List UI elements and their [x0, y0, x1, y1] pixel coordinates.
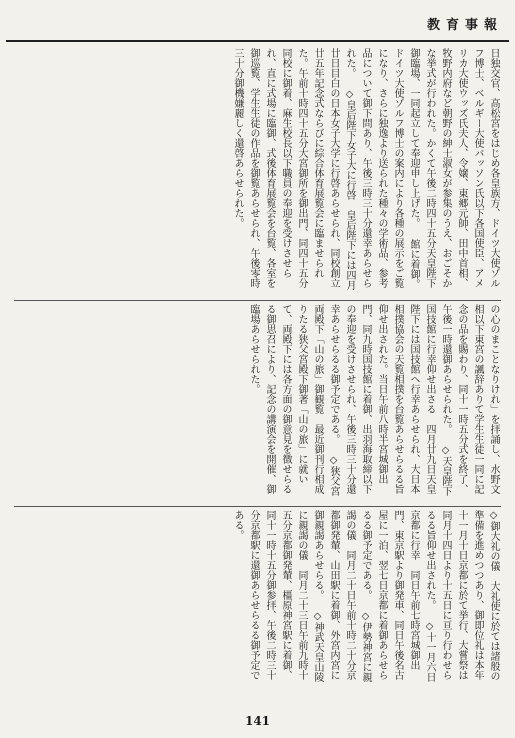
paragraph: ◇御大礼の儀 大礼使に於ては諸般の準備を進めつつあり、御即位礼は本年十一月十日京都に於て挙行、大嘗祭は同月十四日より十五日に亘り行わせらるる旨仰せ出された。	[424, 510, 499, 681]
article-block-bottom	[14, 510, 501, 688]
paragraph: ◇皇后陛下女子大に行啓 皇后陛下には四月廿日目白の日本女子大学に行啓あらせられ、同校創立廿五年記念式ならびに綜合体育展覧会に臨ませられた。午前十時四十五分大宮御所を御出門、同四十五分同校に御着、麻生校長以下職員の奉迎を受けさせられ、直に式場に臨御、式後体育展覧会を台覧、各室を御巡覧、学生生徒の作品を御覧あらせられ、午後零時三十分御機嫌麗しく還啓あらせられた。	[232, 48, 355, 290]
paragraph: ◇十一月六日京都に行幸 同日午前七時宮城御出門、東京駅より御発車、同日午後名古屋に一泊、翌七日京都に着御あらせらるる御予定である。	[360, 510, 435, 682]
section-divider	[14, 506, 501, 507]
paragraph: の心のまことなりけれ」を拝誦し、水野文相以下東宮の諷辞ありて学生生徒一同に記念の品を賜わり、同十一時五分式を終了、午後一時還御あらせられた。	[440, 304, 499, 494]
article-block-top	[14, 48, 501, 296]
paragraph: ◇天皇陛下国技館に行幸仰せ出さる 四月廿九日天皇陛下には国技館へ行幸あらせられ、大日本相撲協会の天覧相撲を台覧あらせらるる旨仰せ出された。当日午前八時半宮城御出門、同九時国技館に着御、出羽海取締以下の奉迎を受けさせられ、午後三時三十分還幸あらせらるる御予定である。	[328, 304, 451, 496]
paragraph: ◇狭父宮両殿下「山の旅」御観覧 最近御刊行相成りたる狭父宮殿下御著「山の旅」に就いて、両殿下には各方面の御意見を徴せらるる御思召により、記念の講演会を開催、御臨場あらせられた。	[248, 304, 339, 496]
page-header	[6, 6, 509, 42]
paragraph: ◇伊勢神宮に親謁の儀 同月二十日午前十時二十分京都御発輦、山田駅に着御、外宮内宮に御親謁あらせらる。	[312, 510, 371, 682]
article-block-middle	[14, 304, 501, 502]
paragraph: 日独交官、高松宮をはじめ各皇族方、ドイツ大使ゾルフ博士、ベルギー大使バッソン氏以下各国使臣、アメリカ大使ウッズ氏夫人、令嬢、東郷元帥、田中首相、牧野内府など朝野の紳士淑女が参集のうえ、おごそかな挙式が行われた。かくて午後二時四十五分天皇陛下御臨場、一同起立して奉迎申し上げた。	[408, 48, 499, 288]
paragraph: 館に着御。ドイツ大使ゾルフ博士の案内により各種の展示をご覧になり、さらに独逸より送られた種々の学術品、参考品について御下問あり、午後三時三十分還幸あらせられた。	[344, 48, 419, 289]
magazine-title: 教育事報	[426, 18, 503, 33]
paragraph: ◇神武天皇山陵に親謁の儀 同月二十三日午前九時十五分京都御発輦、橿原神宮駅に着御、同十一時十五分御参拝、午後二時三十分京都駅に還御あらせらるる御予定である。	[232, 510, 323, 682]
section-divider	[14, 300, 501, 301]
page-number: 141	[244, 714, 271, 728]
